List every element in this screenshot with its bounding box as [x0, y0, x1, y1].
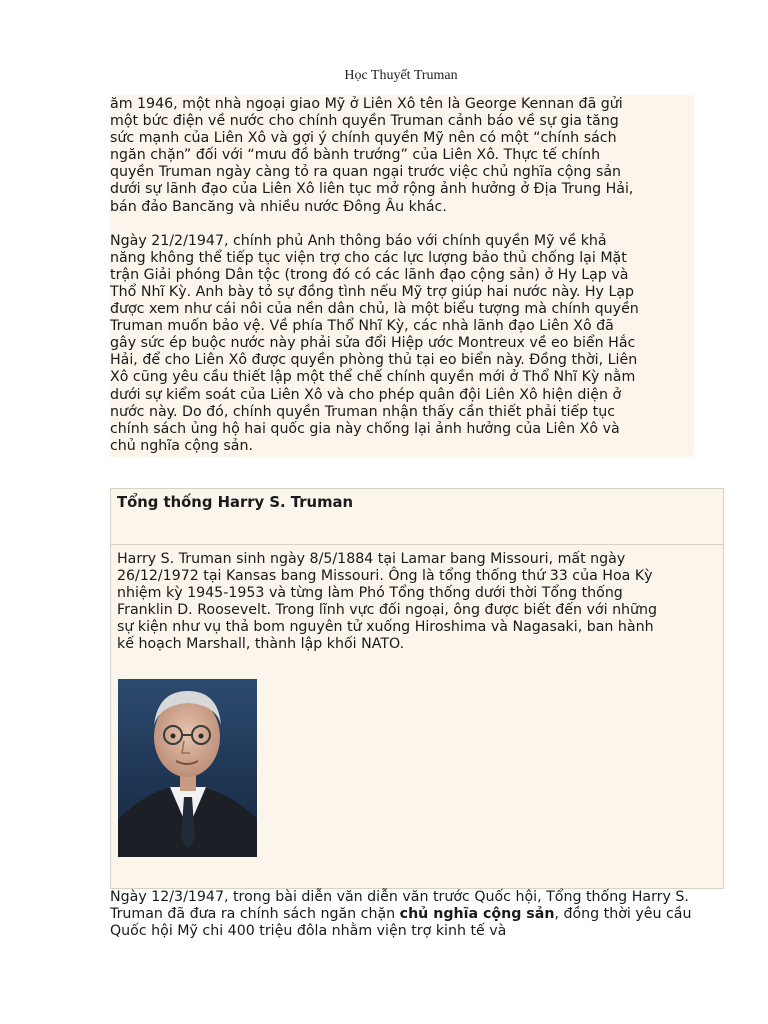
paragraph-britain-notice: Ngày 21/2/1947, chính phủ Anh thông báo với chính quyền Mỹ về khả năng không thể tiếp tục viện trợ cho các lực lượng bảo thủ chống lại Mặt trận Giải phóng Dân tộc (trong đó có các lãnh đạo cộng sản) ở Hy Lạp và Thổ Nhĩ Kỳ. Anh bày tỏ sự đồng tình nếu Mỹ trợ giúp hai nước này. Hy Lạp được xem như cái nôi của nền dân chủ, là một biểu tượng mà chính quyền Truman muốn bảo vệ. Về phía Thổ Nhĩ Kỳ, các nhà lãnh đạo Liên Xô đã gây sức ép buộc nước này phải sửa đổi Hiệp ước Montreux về eo biển Hắc Hải, để cho Liên Xô được quyền phòng thủ tại eo biển này. Đồng thời, Liên Xô cũng yêu cầu thiết lập một thể chế chính quyền mới ở Thổ Nhĩ Kỳ nằm dưới sự kiểm soát của Liên Xô và cho phép quân đội Liên Xô hiện diện ở nước này. Do đó, chính quyền Truman nhận thấy cần thiết phải tiếp tục chính sách ủng hộ hai quốc gia này chống lại ảnh hưởng của Liên Xô và chủ nghĩa cộng sản.	[110, 232, 639, 454]
info-box-title: Tổng thống Harry S. Truman	[111, 489, 723, 545]
article-main-text	[110, 95, 694, 457]
paragraph-kennan: ăm 1946, một nhà ngoại giao Mỹ ở Liên Xô tên là George Kennan đã gửi một bức điện về nước cho chính quyền Truman cảnh báo về sự gia tăng sức mạnh của Liên Xô và gợi ý chính quyền Mỹ nên có một “chính sách ngăn chặn” đối với “mưu đồ bành trướng” của Liên Xô. Thực tế chính quyền Truman ngày càng tỏ ra quan ngại trước việc chủ nghĩa cộng sản dưới sự lãnh đạo của Liên Xô liên tục mở rộng ảnh hưởng ở Địa Trung Hải, bán đảo Bancăng và nhiều nước Đông Âu khác.	[110, 96, 634, 215]
speech-text-bold: chủ nghĩa cộng sản	[399, 906, 555, 923]
speech-text-start: Ngày 12/3/1947, trong bài diễn văn diễn văn trước Quốc hội, Tổng thống Harry S. Truman đã đưa ra chính sách ngăn chặn	[110, 889, 689, 923]
truman-portrait-image	[118, 679, 257, 857]
paragraph-truman-speech	[110, 889, 710, 940]
truman-info-box	[110, 488, 724, 889]
speech-text-end: , đồng thời yêu cầu Quốc hội Mỹ chi 400 triệu đôla nhằm viện trợ kinh tế và	[110, 906, 692, 940]
info-box-body: Harry S. Truman sinh ngày 8/5/1884 tại Lamar bang Missouri, mất ngày 26/12/1972 tại Kansas bang Missouri. Ông là tổng thống thứ 33 của Hoa Kỳ nhiệm kỳ 1945-1953 và từng làm Phó Tổng thống dưới thời Tổng thống Franklin D. Roosevelt. Trong lĩnh vực đối ngoại, ông được biết đến với những sự kiện như vụ thả bom nguyên tử xuống Hiroshima và Nagasaki, ban hành kế hoạch Marshall, thành lập khối NATO.	[117, 551, 658, 653]
page-header-title: Học Thuyết Truman	[344, 68, 458, 83]
